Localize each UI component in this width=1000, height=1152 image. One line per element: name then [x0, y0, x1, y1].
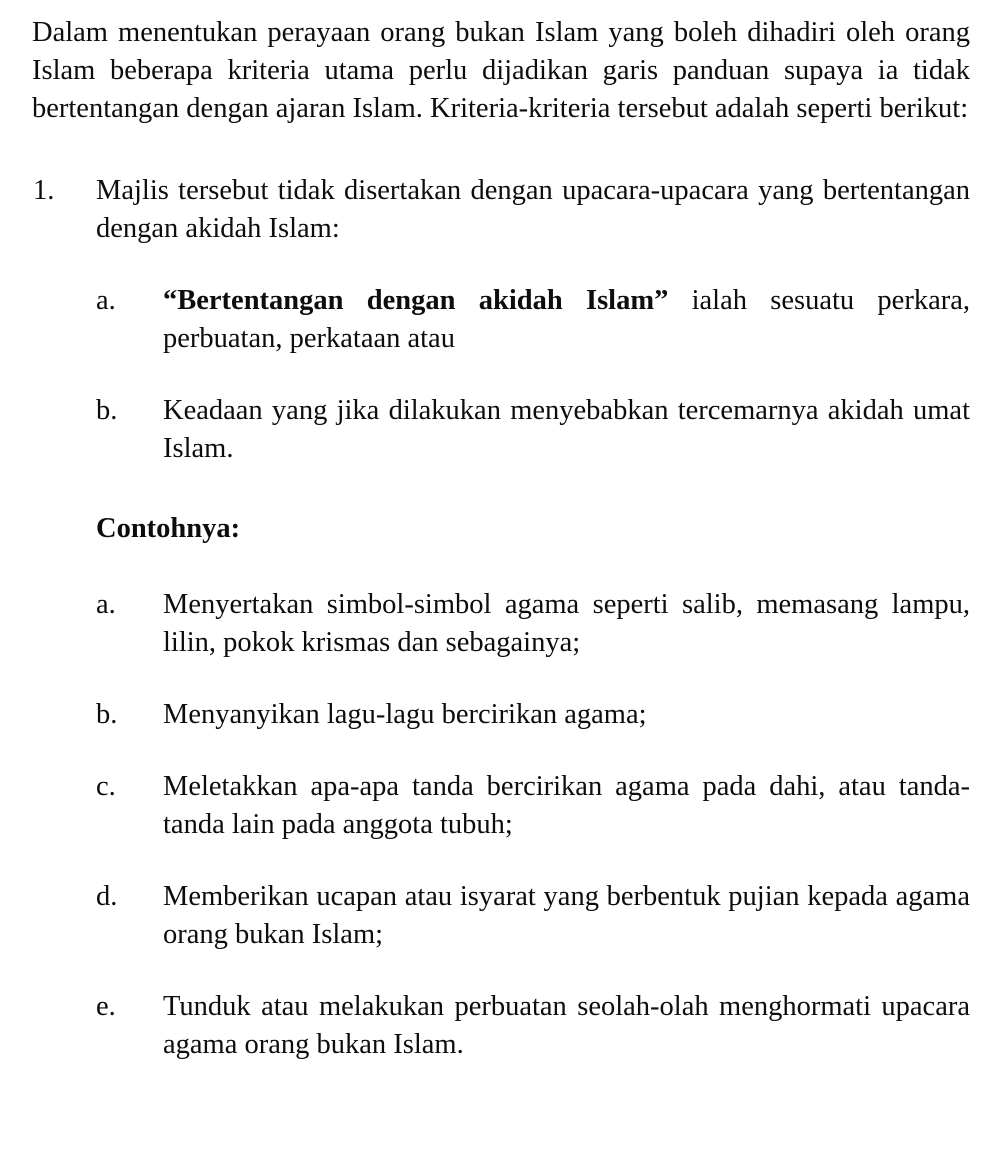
example-item-a: [96, 586, 970, 662]
example-item-a-marker: a.: [96, 589, 116, 620]
example-item-b-text: Menyanyikan lagu-lagu bercirikan agama;: [163, 699, 647, 730]
definition-item-b: [96, 392, 970, 468]
definition-item-a-remainder: ialah sesuatu perkara, perbuatan, perkataan atau: [163, 285, 970, 354]
example-item-b: [96, 696, 970, 734]
examples-heading: Contohnya:: [96, 513, 241, 544]
definition-item-b-text: Keadaan yang jika dilakukan menyebabkan tercemarnya akidah umat Islam.: [163, 395, 970, 464]
example-item-b-marker: b.: [96, 699, 118, 730]
examples-list: [32, 586, 970, 1064]
example-item-c-marker: c.: [96, 771, 116, 802]
example-item-a-text: Menyertakan simbol-simbol agama seperti salib, memasang lampu, lilin, pokok krismas dan sebagainya;: [163, 589, 970, 658]
definition-item-b-marker: b.: [96, 395, 118, 426]
example-item-d-text: Memberikan ucapan atau isyarat yang berbentuk pujian kepada agama orang bukan Islam;: [163, 881, 970, 950]
numbered-item-1-text: Majlis tersebut tidak disertakan dengan upacara-upacara yang bertentangan dengan akidah Islam:: [96, 175, 970, 244]
example-item-c-text: Meletakkan apa-apa tanda bercirikan agama pada dahi, atau tanda-tanda lain pada anggota tubuh;: [163, 771, 970, 840]
definition-item-a-marker: a.: [96, 285, 116, 316]
numbered-item-1: [32, 172, 970, 248]
definition-item-a: [96, 282, 970, 358]
example-item-e-text: Tunduk atau melakukan perbuatan seolah-olah menghormati upacara agama orang bukan Islam.: [163, 991, 970, 1060]
definition-item-a-text: [163, 282, 970, 358]
example-item-d: [96, 878, 970, 954]
definition-list: [32, 282, 970, 468]
example-item-c: [96, 768, 970, 844]
intro-paragraph: Dalam menentukan perayaan orang bukan Islam yang boleh dihadiri oleh orang Islam beberapa kriteria utama perlu dijadikan garis panduan supaya ia tidak bertentangan dengan ajaran Islam. Kriteria-kriteria tersebut adalah seperti berikut:: [32, 17, 970, 124]
example-item-e-marker: e.: [96, 991, 116, 1022]
example-item-e: [96, 988, 970, 1064]
numbered-item-1-marker: 1.: [33, 175, 55, 206]
definition-item-a-quoted-term: “Bertentangan dengan akidah Islam”: [163, 285, 669, 316]
example-item-d-marker: d.: [96, 881, 118, 912]
